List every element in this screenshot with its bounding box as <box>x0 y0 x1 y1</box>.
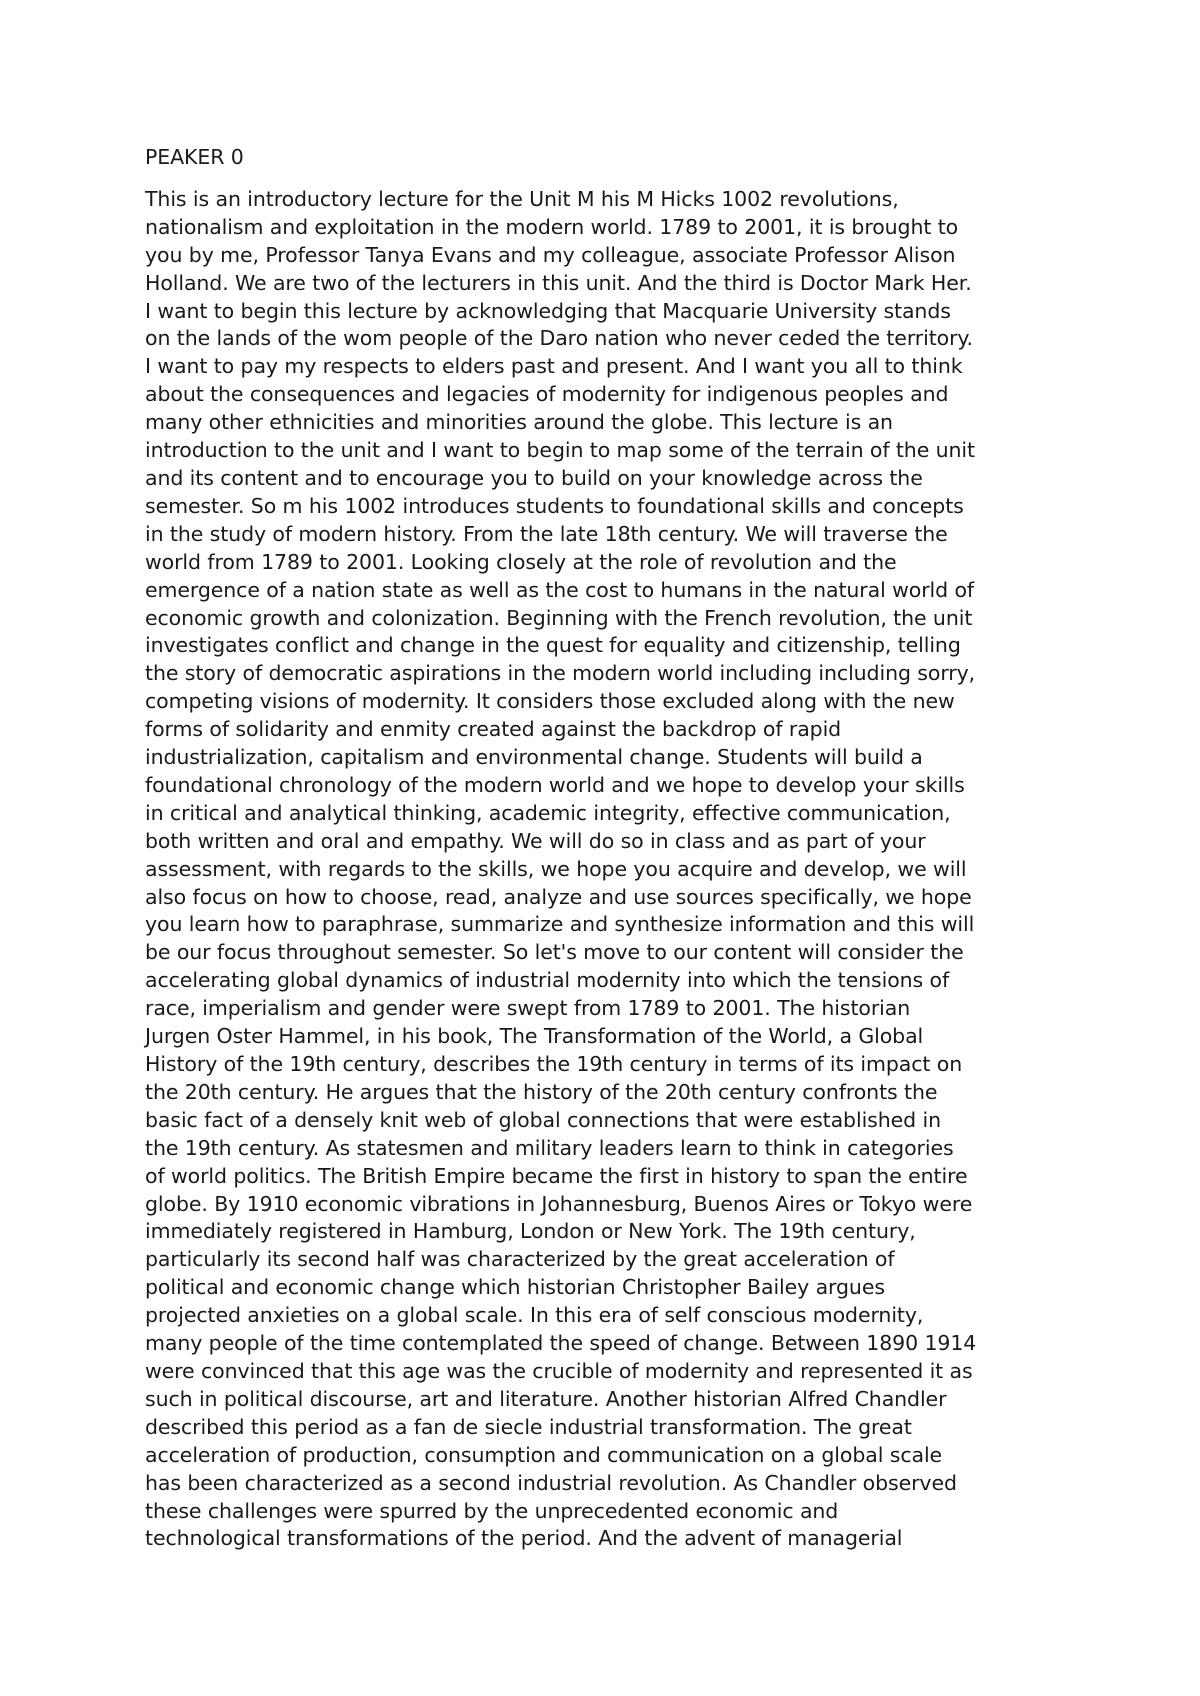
text-line: world from 1789 to 2001. Looking closely at the role of revolution and the <box>145 549 897 574</box>
text-line: described this period as a fan de siecle industrial transformation. The great <box>145 1414 912 1439</box>
text-line: you by me, Professor Tanya Evans and my colleague, associate Professor Alison <box>145 242 956 267</box>
text-line: introduction to the unit and I want to begin to map some of the terrain of the unit <box>145 438 975 463</box>
text-line: about the consequences and legacies of modernity for indigenous peoples and <box>145 382 949 407</box>
text-line: foundational chronology of the modern world and we hope to develop your skills <box>145 772 965 797</box>
text-line: in the study of modern history. From the late 18th century. We will traverse the <box>145 521 948 546</box>
text-line: Jurgen Oster Hammel, in his book, The Transformation of the World, a Global <box>145 1024 924 1049</box>
text-line: acceleration of production, consumption and communication on a global scale <box>145 1442 943 1467</box>
text-line: projected anxieties on a global scale. In this era of self conscious modernity, <box>145 1303 924 1328</box>
text-line: Holland. We are two of the lecturers in this unit. And the third is Doctor Mark Her. <box>145 270 972 295</box>
text-line: also focus on how to choose, read, analyze and use sources specifically, we hope <box>145 884 972 909</box>
text-line: forms of solidarity and enmity created against the backdrop of rapid <box>145 717 842 742</box>
text-line: I want to pay my respects to elders past and present. And I want you all to think <box>145 354 963 379</box>
text-line: globe. By 1910 economic vibrations in Johannesburg, Buenos Aires or Tokyo were <box>145 1191 973 1216</box>
speaker-label: PEAKER 0 <box>145 145 244 169</box>
text-line: assessment, with regards to the skills, we hope you acquire and develop, we will <box>145 856 967 881</box>
text-line: basic fact of a densely knit web of global connections that were established in <box>145 1107 941 1132</box>
text-line: technological transformations of the period. And the advent of managerial <box>145 1526 903 1551</box>
text-line: particularly its second half was characterized by the great acceleration of <box>145 1247 895 1272</box>
text-line: accelerating global dynamics of industrial modernity into which the tensions of <box>145 968 950 993</box>
text-line: the 20th century. He argues that the history of the 20th century confronts the <box>145 1079 938 1104</box>
text-line: the 19th century. As statesmen and military leaders learn to think in categories <box>145 1135 954 1160</box>
text-line: these challenges were spurred by the unprecedented economic and <box>145 1498 839 1523</box>
text-line: in critical and analytical thinking, academic integrity, effective communication, <box>145 800 951 825</box>
text-line: This is an introductory lecture for the Unit M his M Hicks 1002 revolutions, <box>145 186 899 211</box>
text-line: both written and oral and empathy. We will do so in class and as part of your <box>145 828 926 853</box>
text-line: has been characterized as a second industrial revolution. As Chandler observed <box>145 1470 957 1495</box>
text-line: of world politics. The British Empire became the first in history to span the entire <box>145 1163 968 1188</box>
text-line: and its content and to encourage you to build on your knowledge across the <box>145 465 923 490</box>
text-line: immediately registered in Hamburg, London or New York. The 19th century, <box>145 1219 916 1244</box>
text-line: competing visions of modernity. It considers those excluded along with the new <box>145 689 955 714</box>
text-line: be our focus throughout semester. So let's move to our content will consider the <box>145 940 964 965</box>
text-line: economic growth and colonization. Beginning with the French revolution, the unit <box>145 605 973 630</box>
text-line: were convinced that this age was the crucible of modernity and represented it as <box>145 1358 973 1383</box>
text-line: many people of the time contemplated the speed of change. Between 1890 1914 <box>145 1331 977 1356</box>
text-line: political and economic change which historian Christopher Bailey argues <box>145 1275 885 1300</box>
text-line: nationalism and exploitation in the modern world. 1789 to 2001, it is brought to <box>145 214 959 239</box>
text-line: industrialization, capitalism and environmental change. Students will build a <box>145 745 923 770</box>
text-line: race, imperialism and gender were swept from 1789 to 2001. The historian <box>145 996 911 1021</box>
text-line: on the lands of the wom people of the Daro nation who never ceded the territory. <box>145 326 973 351</box>
text-line: investigates conflict and change in the quest for equality and citizenship, telling <box>145 633 961 658</box>
text-line: I want to begin this lecture by acknowledging that Macquarie University stands <box>145 298 951 323</box>
text-line: you learn how to paraphrase, summarize and synthesize information and this will <box>145 912 975 937</box>
transcript-paragraph <box>145 186 1075 1553</box>
text-line: semester. So m his 1002 introduces students to foundational skills and concepts <box>145 493 964 518</box>
text-line: such in political discourse, art and literature. Another historian Alfred Chandler <box>145 1386 947 1411</box>
transcript-body <box>145 144 1075 1553</box>
text-line: many other ethnicities and minorities around the globe. This lecture is an <box>145 410 893 435</box>
text-line: History of the 19th century, describes the 19th century in terms of its impact on <box>145 1052 963 1076</box>
text-line: emergence of a nation state as well as the cost to humans in the natural world of <box>145 577 975 602</box>
text-line: the story of democratic aspirations in the modern world including including sorry, <box>145 661 976 686</box>
